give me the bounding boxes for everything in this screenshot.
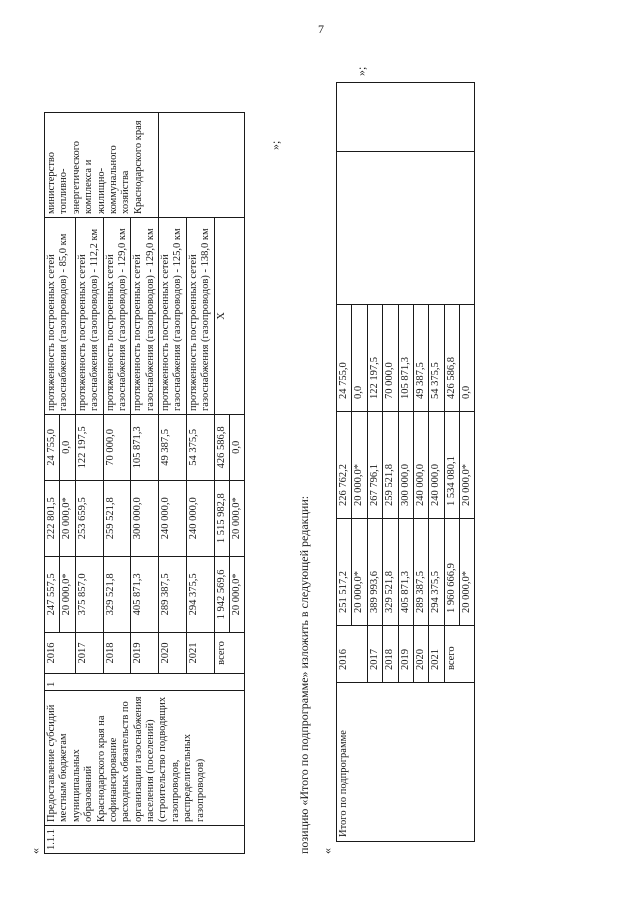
quote-open-2: « — [320, 848, 334, 854]
total-cell: 294 375,5 — [429, 519, 444, 626]
mb-cell: 24 755,0 — [45, 415, 60, 481]
result-cell: протяженность построенных сетей газоснабжения (газопроводов) - 112,2 км — [75, 218, 103, 415]
total-table-body — [337, 83, 475, 842]
year-cell: 2018 — [103, 632, 131, 673]
total-cell: 289 387,5 — [413, 519, 428, 626]
mb-cell: 70 000,0 — [383, 305, 398, 412]
quote-close-2: »; — [354, 66, 368, 76]
result-cell: X — [214, 218, 245, 415]
kb-cell: 300 000,0 — [398, 412, 413, 519]
mb-cell: 49 387,5 — [413, 305, 428, 412]
kb-cell: 240 000,0 — [159, 480, 187, 556]
kb-cell: 1 534 080,1 — [444, 412, 459, 519]
kb-cell: 20 000,0* — [229, 480, 244, 556]
code-cell: 1.1.1 — [45, 826, 245, 854]
total-table — [336, 82, 475, 842]
status-cell: 1 — [45, 674, 245, 691]
mb-cell: 24 755,0 — [337, 305, 352, 412]
total-cell: 20 000,0* — [60, 556, 75, 632]
kb-cell: 253 659,5 — [75, 480, 103, 556]
mb-cell: 122 197,5 — [75, 415, 103, 481]
year-cell: 2018 — [383, 626, 398, 683]
result-cell: протяженность построенных сетей газоснабжения (газопроводов) - 125,0 км — [159, 218, 187, 415]
total-cell: 1 960 666,9 — [444, 519, 459, 626]
kb-cell: 259 521,8 — [383, 412, 398, 519]
result-cell: протяженность построенных сетей газоснабжения (газопроводов) - 138,0 км — [186, 218, 214, 415]
kb-cell: 20 000,0* — [60, 480, 75, 556]
year-cell: 2020 — [413, 626, 428, 683]
total-cell: 251 517,2 — [337, 519, 352, 626]
subsidy-table — [44, 112, 245, 854]
total-cell: 389 993,6 — [367, 519, 382, 626]
total-cell: 329 521,8 — [103, 556, 131, 632]
mb-cell: 54 375,5 — [429, 305, 444, 412]
total-cell: 405 871,3 — [398, 519, 413, 626]
mb-cell: 49 387,5 — [159, 415, 187, 481]
mb-cell: 70 000,0 — [103, 415, 131, 481]
result-cell: протяженность построенных сетей газоснабжения (газопроводов) - 129,0 км — [103, 218, 131, 415]
executor-cell: министерство топливно-энергетического комплекса и жилищно-коммунального хозяйства Краснодарского края — [45, 113, 159, 218]
mb-cell: 426 586,8 — [214, 415, 229, 481]
kb-cell: 20 000,0* — [352, 412, 367, 519]
mb-cell: 122 197,5 — [367, 305, 382, 412]
kb-cell: 20 000,0* — [460, 412, 475, 519]
year-cell: 2017 — [75, 632, 103, 673]
total-cell: 20 000,0* — [352, 519, 367, 626]
kb-cell: 267 796,1 — [367, 412, 382, 519]
total-cell: 289 387,5 — [159, 556, 187, 632]
year-cell: 2019 — [398, 626, 413, 683]
table-row — [45, 113, 60, 854]
year-cell: 2021 — [186, 632, 214, 673]
redaction-text: позицию «Итого по подпрограмме» изложить в следующей редакции: — [297, 495, 311, 854]
mb-cell: 54 375,5 — [186, 415, 214, 481]
year-cell: 2021 — [429, 626, 444, 683]
measure-name-cell: Предоставление субсидий местным бюджетам муниципальных образований Краснодарского края на софинансирование расходных обязательств по организации газоснабжения населения (поселений) (строительство подводящих газопроводов, распределительных газопроводов) — [45, 691, 245, 826]
mb-cell: 0,0 — [229, 415, 244, 481]
kb-cell: 300 000,0 — [131, 480, 159, 556]
total-cell: 247 557,5 — [45, 556, 60, 632]
subsidy-table-body — [45, 113, 245, 854]
kb-cell: 259 521,8 — [103, 480, 131, 556]
total-cell: 294 375,5 — [186, 556, 214, 632]
total-cell: 20 000,0* — [460, 519, 475, 626]
kb-cell: 1 515 982,8 — [214, 480, 229, 556]
executor-cell-empty — [159, 113, 245, 218]
total-cell: 375 857,0 — [75, 556, 103, 632]
result-cell: протяженность построенных сетей газоснабжения (газопроводов) - 85,0 км — [45, 218, 76, 415]
mb-cell: 426 586,8 — [444, 305, 459, 412]
result-cell-empty — [337, 152, 475, 305]
mb-cell: 0,0 — [460, 305, 475, 412]
total-label-cell: Итого по подпрограмме — [337, 683, 475, 842]
year-cell: 2016 — [337, 626, 368, 683]
mb-cell: 105 871,3 — [131, 415, 159, 481]
quote-open-1: « — [28, 848, 42, 854]
table-row — [337, 83, 352, 842]
executor-cell-empty — [337, 83, 475, 152]
kb-cell: 240 000,0 — [413, 412, 428, 519]
year-cell: 2019 — [131, 632, 159, 673]
total-cell: 1 942 569,6 — [214, 556, 229, 632]
total-cell: 329 521,8 — [383, 519, 398, 626]
result-cell: протяженность построенных сетей газоснабжения (газопроводов) - 129,0 км — [131, 218, 159, 415]
rotated-document — [30, 42, 610, 862]
year-cell: 2016 — [45, 632, 76, 673]
kb-cell: 240 000,0 — [186, 480, 214, 556]
kb-cell: 240 000,0 — [429, 412, 444, 519]
year-cell: 2017 — [367, 626, 382, 683]
kb-cell: 226 762,2 — [337, 412, 352, 519]
kb-cell: 222 801,5 — [45, 480, 60, 556]
total-cell: 20 000,0* — [229, 556, 244, 632]
year-cell: всего — [214, 632, 245, 673]
mb-cell: 0,0 — [352, 305, 367, 412]
mb-cell: 105 871,3 — [398, 305, 413, 412]
total-cell: 405 871,3 — [131, 556, 159, 632]
quote-close-1: »; — [268, 140, 282, 150]
year-cell: 2020 — [159, 632, 187, 673]
mb-cell: 0,0 — [60, 415, 75, 481]
page-number: 7 — [318, 22, 324, 36]
year-cell: всего — [444, 626, 475, 683]
